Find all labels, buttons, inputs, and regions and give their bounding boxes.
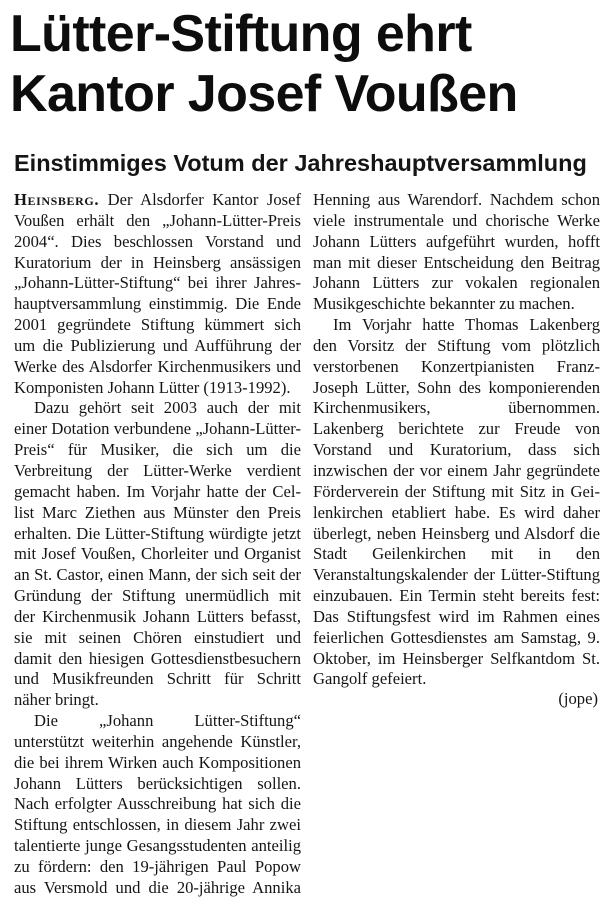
article-column-right [313, 190, 600, 710]
article-column-left [14, 190, 301, 899]
subheadline [14, 148, 594, 178]
subheadline-text: Votum der Jahreshauptversammlung [166, 150, 587, 176]
paragraph-1 [14, 190, 301, 398]
paragraph-2: Dazu gehört seit 2003 auch der mit einer Dotation verbundene „Johann-Lütter-Preis“ für Musiker, die sich um die Verbreitung der Lütter-Werke verdient gemacht haben. Im Vorjahr hatte der Cellist Marc Ziethen aus Münster den Preis erhalten. Die Lütter-Stiftung würdigte jetzt mit Josef Voußen, Chorleiter und Organist an St. Castor, einen Mann, der sich seit der Gründung der Stiftung unermüdlich mit der Kirchenmusik Johann Lütters befasst, sie mit seinen Chören einstudiert und damit den hiesigen Gottesdienstbesuchern und Musikfreunden Schritt für Schritt näher bringt. [14, 398, 301, 710]
paragraph-3: Die „Johann Lütter-Stiftung“ unterstützt weiterhin angehende Künstler, die bei ihrem Wirken auch Kompositionen Johann Lütters berücksichtigen sollen. Nach erfolgter Ausschreibung hat sich die Stiftung entschlossen, in diesem Jahr zwei talentierte junge Gesangsstudenten anteilig zu fördern: den 19-jährigen Paul Popow aus Versmold und die 20-jährige Annika [14, 711, 301, 897]
headline-line-2: Kantor Josef Voußen [10, 65, 518, 123]
subheadline-emphasis: Einstimmiges [14, 150, 167, 176]
dateline: Heinsberg. [14, 190, 100, 209]
headline-line-1: Lütter-Stiftung ehrt [10, 5, 472, 63]
author-byline: (jope) [558, 689, 598, 709]
headline [10, 4, 595, 124]
paragraph-3-continued: Henning aus Warendorf. Nachdem schon viele instrumentale und chorische Werke Johann Lütters aufgeführt wurden, hofft man mit dieser Entscheidung den Beitrag Johann Lütters zur vokalen regionalen Musikgeschichte bekannter zu machen. [313, 190, 600, 314]
paragraph-4: Im Vorjahr hatte Thomas Lakenberg den Vorsitz der Stiftung vom plötzlich verstorbenen Konzertpianisten Franz-Joseph Lütter, Sohn des komponierenden Kirchenmusikers, übernommen. Lakenberg berichtete zur Freude von Vorstand und Kuratorium, dass sich inzwischen der vor einem Jahr gegründete Förderverein der Stiftung mit Sitz in Geilenkirchen etabliert habe. Es wird daher überlegt, neben Heinsberg und Alsdorf die Stadt Geilenkirchen mit in den Veranstaltungskalender der Lütter-Stiftung einzubauen. Ein Termin steht bereits fest: Das Stiftungsfest wird im Rahmen eines feierlichen Gottesdienstes am Samstag, 9. Oktober, im Heinsberger Selfkantdom St. Gangolf gefeiert. [313, 315, 600, 689]
paragraph-1-text: Der Alsdorfer Kantor Josef Voußen erhält den „Johann-Lütter-Preis 2004“. Dies beschlossen Vorstand und Kuratorium der in Heinsberg ansässigen „Johann-Lütter-Stiftung“ bei ihrer Jahreshauptversammlung einstimmig. Die Ende 2001 gegründete Stiftung kümmert sich um die Publizierung und Aufführung der Werke des Alsdorfer Kirchenmusikers und Komponisten Johann Lütter (1913-1992). [14, 190, 301, 397]
